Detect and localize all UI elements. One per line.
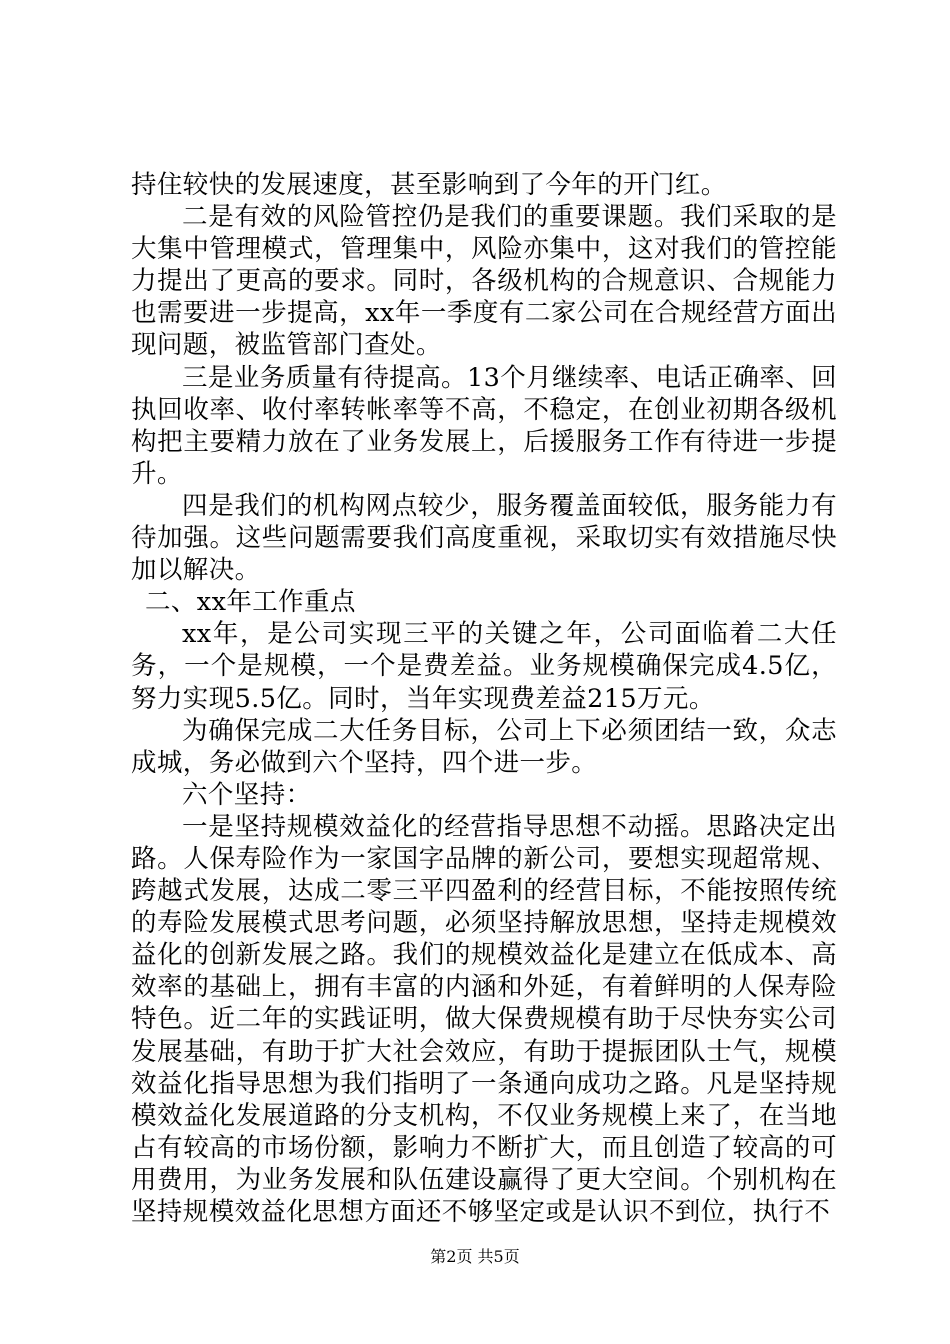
paragraph-scale-efficiency: 一是坚持规模效益化的经营指导思想不动摇。思路决定出路。人保寿险作为一家国字品牌的新公司，要想实现超常规、跨越式发展，达成二零三平四盈利的经营目标，不能按照传统的寿险发展模式思考问题，必须坚持解放思想，坚持走规模效益化的创新发展之路。我们的规模效益化是建立在低成本、高效率的基础上，拥有丰富的内涵和外延，有着鲜明的人保寿险特色。近二年的实践证明，做大保费规模有助于尽快夯实公司发展基础，有助于扩大社会效应，有助于提振团队士气，规模效益化指导思想为我们指明了一条通向成功之路。凡是坚持规模效益化发展道路的分支机构，不仅业务规模上来了，在当地占有较高的市场份额，影响力不断扩大，而且创造了较高的可用费用，为业务发展和队伍建设赢得了更大空间。个别机构在坚持规模效益化思想方面还不够坚定或是认识不到位，执行不 [131, 811, 837, 1227]
paragraph-six-persistence-heading: 六个坚持： [182, 779, 312, 810]
paragraph-task-goals: 为确保完成二大任务目标，公司上下必须团结一致，众志成城，务必做到六个坚持，四个进一步。 [131, 715, 837, 778]
paragraph-continuation: 持住较快的发展速度，甚至影响到了今年的开门红。 [131, 170, 727, 200]
paragraph-business-quality: 三是业务质量有待提高。13个月继续率、电话正确率、回执回收率、收付率转帐率等不高，不稳定，在创业初期各级机构把主要精力放在了业务发展上，后援服务工作有待进一步提升。 [131, 362, 837, 489]
document-body [131, 169, 837, 1228]
paragraph-branch-network: 四是我们的机构网点较少，服务覆盖面较低，服务能力有待加强。这些问题需要我们高度重视，采取切实有效措施尽快加以解决。 [131, 490, 837, 586]
paragraph-annual-tasks: xx年，是公司实现三平的关键之年，公司面临着二大任务，一个是规模，一个是费差益。业务规模确保完成4.5亿，努力实现5.5亿。同时，当年实现费差益215万元。 [131, 619, 837, 714]
section-heading: 二、xx年工作重点 [145, 587, 356, 618]
page-footer: 第2页 共5页 [430, 1247, 520, 1266]
paragraph-risk-control: 二是有效的风险管控仍是我们的重要课题。我们采取的是大集中管理模式，管理集中，风险亦集中，这对我们的管控能力提出了更高的要求。同时，各级机构的合规意识、合规能力也需要进一步提高，xx年一季度有二家公司在合规经营方面出现问题，被监管部门查处。 [131, 202, 837, 361]
